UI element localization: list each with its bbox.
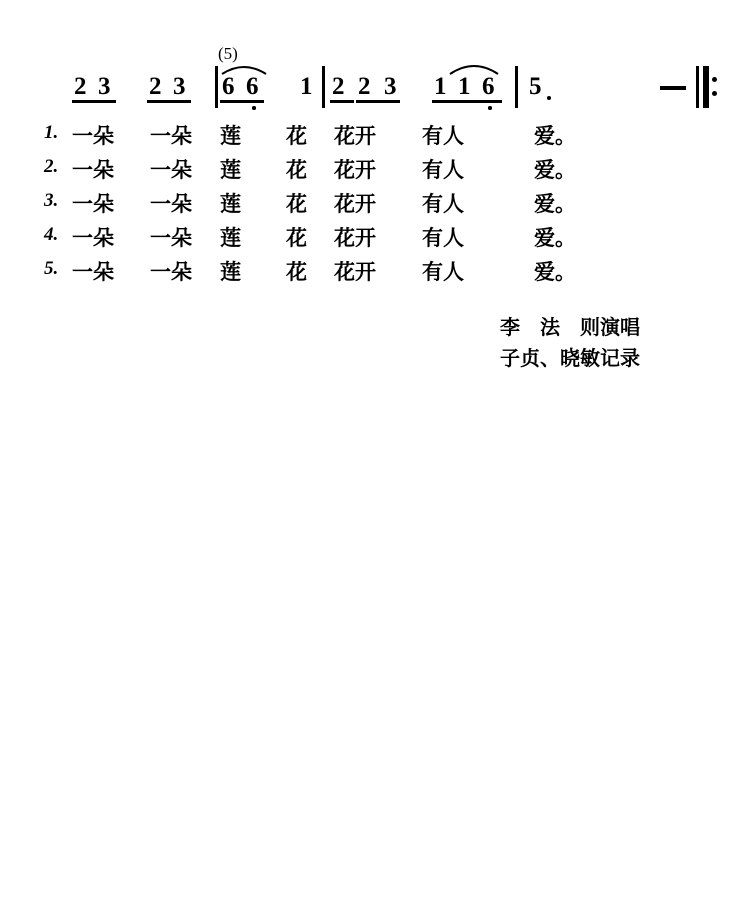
lyric-syllable: 有人 — [422, 226, 464, 250]
credits-block — [500, 312, 640, 374]
note-head: 2 — [74, 73, 87, 100]
lyric-syllable: 花开 — [334, 192, 376, 216]
lyric-syllable: 莲 — [220, 124, 241, 148]
measure-5 — [430, 58, 520, 118]
lyric-syllable: 一朵 — [150, 260, 192, 284]
augmentation-dot — [547, 96, 551, 100]
beam-line — [432, 100, 502, 103]
note-head: 5 — [529, 73, 542, 100]
lyric-syllable: 有人 — [422, 158, 464, 182]
lyric-syllable: 花 — [286, 192, 307, 216]
beam-line — [72, 100, 116, 103]
note-head: 2 — [149, 73, 162, 100]
note-head: 3 — [98, 73, 111, 100]
note-head: 6 — [482, 73, 495, 100]
note-head: 2 — [358, 73, 371, 100]
lyric-syllable: 莲 — [220, 226, 241, 250]
lower-octave-dot — [252, 106, 256, 110]
barline — [515, 66, 518, 108]
lyric-syllable: 花 — [286, 124, 307, 148]
end-barline-thin — [696, 66, 699, 108]
repeat-dot-upper — [712, 77, 717, 82]
lyric-syllable: 莲 — [220, 192, 241, 216]
note-head: 1 — [300, 73, 313, 100]
note-head: 6 — [246, 73, 259, 100]
lyric-syllable: 爱。 — [534, 158, 576, 182]
lyric-syllable: 一朵 — [72, 192, 114, 216]
lyric-row — [44, 186, 664, 220]
lyric-syllable: 花 — [286, 226, 307, 250]
lyric-row — [44, 220, 664, 254]
note-head: 3 — [384, 73, 397, 100]
measure-6 — [525, 58, 575, 118]
lyric-syllable: 莲 — [220, 260, 241, 284]
note-head: 1 — [434, 73, 447, 100]
lyric-syllable: 有人 — [422, 192, 464, 216]
lyric-verse-number: 2. — [44, 156, 59, 177]
note-head: 6 — [222, 73, 235, 100]
lyric-syllable: 爱。 — [534, 124, 576, 148]
lyric-syllable: 花开 — [334, 260, 376, 284]
beam-line — [330, 100, 354, 103]
note-head: 1 — [458, 73, 471, 100]
lyric-syllable: 爱。 — [534, 226, 576, 250]
credit-transcriber: 子贞、晓敏记录 — [500, 346, 640, 370]
grace-note-text: (5) — [218, 44, 238, 63]
lyric-syllable: 一朵 — [72, 158, 114, 182]
lyrics-block — [44, 118, 664, 288]
lyric-syllable: 花 — [286, 260, 307, 284]
lyric-syllable: 花开 — [334, 226, 376, 250]
end-barline-thick — [703, 66, 709, 108]
notation-staff-line — [60, 44, 720, 118]
lyric-verse-number: 3. — [44, 190, 59, 211]
lyric-row — [44, 118, 664, 152]
measure-1 — [70, 58, 140, 118]
lyric-syllable: 一朵 — [150, 158, 192, 182]
lyric-syllable: 一朵 — [72, 124, 114, 148]
measure-3 — [220, 58, 330, 118]
lyric-syllable: 花开 — [334, 158, 376, 182]
lyric-syllable: 爱。 — [534, 192, 576, 216]
lyric-syllable: 有人 — [422, 124, 464, 148]
lyric-syllable: 爱。 — [534, 260, 576, 284]
lyric-syllable: 一朵 — [150, 226, 192, 250]
lyric-syllable: 莲 — [220, 158, 241, 182]
lyric-verse-number: 4. — [44, 224, 59, 245]
lyric-syllable: 一朵 — [150, 124, 192, 148]
lyric-syllable: 花开 — [334, 124, 376, 148]
repeat-dot-lower — [712, 91, 717, 96]
lyric-row — [44, 254, 664, 288]
lyric-syllable: 一朵 — [72, 226, 114, 250]
lyric-verse-number: 5. — [44, 258, 59, 279]
barline — [322, 66, 325, 108]
barline — [215, 66, 218, 108]
beam-line — [220, 100, 264, 103]
beam-line — [147, 100, 191, 103]
measure-2 — [145, 58, 215, 118]
credit-performer: 李 法 则演唱 — [500, 315, 640, 339]
lyric-syllable: 一朵 — [72, 260, 114, 284]
note-head: 3 — [173, 73, 186, 100]
beam-line — [356, 100, 400, 103]
measure-7-ending — [660, 58, 720, 118]
lyric-verse-number: 1. — [44, 122, 59, 143]
lyric-syllable: 花 — [286, 158, 307, 182]
lyric-syllable: 有人 — [422, 260, 464, 284]
lower-octave-dot — [488, 106, 492, 110]
lyric-row — [44, 152, 664, 186]
measure-4 — [328, 58, 418, 118]
note-head: 2 — [332, 73, 345, 100]
extension-dash — [660, 86, 686, 90]
lyric-syllable: 一朵 — [150, 192, 192, 216]
